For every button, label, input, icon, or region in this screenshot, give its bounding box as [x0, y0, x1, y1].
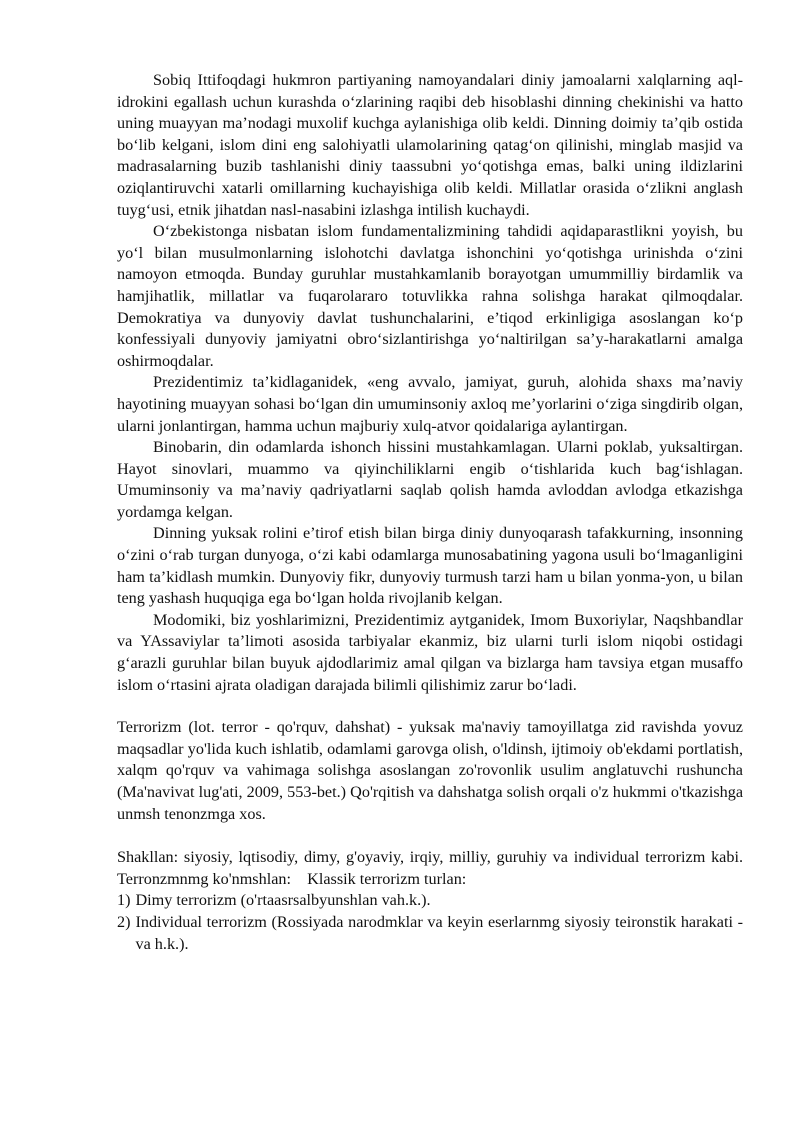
- paragraph: Sobiq Ittifoqdagi hukmron partiyaning namoyandalari diniy jamoalarni xalqlarning aql-idrokini egallash uchun kurashda o‘zlarining raqibi deb hisoblashi dinning chekinishi va hatto uning muayyan ma’nodagi muxolif kuchga aylanishiga olib keldi. Dinning doimiy ta’qib ostida bo‘lib kelgani, islom dini eng salohiyatli ulamolarining qatag‘on qilinishi, minglab masjid va madrasalarning buzib tashlanishi diniy taassubni yo‘qotishga emas, balki uning ildizlarini oziqlantiruvchi xatarli omillarning kuchayishiga olib keldi. Millatlar orasida o‘zlikni anglash tuyg‘usi, etnik jihatdan nasl-nasabini izlashga intilish kuchaydi.: [117, 71, 743, 219]
- list-item: [117, 912, 743, 955]
- spacer: [117, 825, 743, 847]
- paragraph: Prezidentimiz ta’kidlaganidek, «eng avvalo, jamiyat, guruh, alohida shaxs ma’naviy hayotining muayyan sohasi bo‘lgan din umuminsoniy axloq me’yorlarini o‘ziga singdirib olgan, ularni jonlantirgan, hamma uchun majburiy xulq-atvor qoidalariga aylantirgan.: [117, 373, 743, 435]
- list-text: Dimy terrorizm (o'rtaasrsalbyunshlan vah.k.).: [135, 891, 431, 910]
- forms-paragraph: Shakllan: siyosiy, lqtisodiy, dimy, g'oyaviy, irqiy, milliy, guruhiy va individual terrorizm kabi. Terronzmnmg ko'nmshlan: Klassik terrorizm turlan:: [117, 848, 747, 888]
- list-number: 2): [117, 912, 131, 931]
- paragraph: Modomiki, biz yoshlarimizni, Prezidentimiz aytganidek, Imom Buxoriylar, Naqshbandlar va YAssaviylar ta’limoti asosida tarbiyalar ekanmiz, biz ularni turli islom niqobi ostidagi g‘arazli guruhlar bilan buyuk ajdodlarimiz amal qilgan va bizlarga ham tavsiya etgan musaffo islom o‘rtasini ajrata oladigan darajada bilimli qilishimiz zarur bo‘ladi.: [117, 610, 743, 694]
- list-item: [117, 890, 743, 912]
- paragraph: Binobarin, din odamlarda ishonch hissini mustahkamlagan. Ularni poklab, yuksaltirgan. Hayot sinovlari, muammo va qiyinchiliklarni engib o‘tishlarida kuch bag‘ishlagan. Umuminsoniy va ma’naviy qadriyatlarni saqlab qolish hamda avloddan avlodga etkazishga yordamga kelgan.: [117, 438, 743, 521]
- list-text: Individual terrorizm (Rossiyada narodmklar va keyin eserlarnmg siyosiy teironstik harakati -va h.k.).: [135, 912, 743, 953]
- terrorism-section: [117, 717, 748, 955]
- list-number: 1): [117, 891, 131, 910]
- paragraph: O‘zbekistonga nisbatan islom fundamentalizmining tahdidi aqidaparastlikni yoyish, bu yo‘l bilan musulmonlarning islohotchi davlatga ishonchini yo‘qotishga urinishda o‘zini namoyon etmoqda. Bunday guruhlar mustahkamlanib borayotgan umummilliy birdamlik va hamjihatlik, millatlar va fuqarolararo totuvlikka rahna solishga harakat qilmoqdalar. Demokratiya va dunyoviy davlat tushunchalarini, e’tiqod erkinligiga asoslangan ko‘p konfessiyali dunyoviy jamiyatni obro‘sizlantirishga yo‘naltirilgan sa’y-harakatlarni amalga oshirmoqdalar.: [117, 222, 743, 370]
- definition-paragraph: Terrorizm (lot. terror - qo'rquv, dahshat) - yuksak ma'naviy tamoyillatga zid ravishda yovuz maqsadlar yo'lida kuch ishlatib, odamlami garovga olish, o'ldinsh, ijtimoiy ob'ekdami portlatish, xalqm qo'rquv va vahimaga solishga asoslangan zo'rovonlik usulim anglatuvchi rushuncha (Ma'navivat lug'ati, 2009, 553-bet.) Qo'rqitish va dahshatga solish orqali o'z hukmmi o'tkazishga unmsh tenonzmga xos.: [117, 718, 748, 823]
- paragraph: Dinning yuksak rolini e’tirof etish bilan birga diniy dunyoqarash tafakkurning, insonning o‘zini o‘rab turgan dunyoga, o‘zi kabi odamlarga munosabatining yagona usuli bo‘lmaganligini ham ta’kidlash mumkin. Dunyoviy fikr, dunyoviy turmush tarzi ham u bilan yonma-yon, u bilan teng yashash huquqiga ega bo‘lgan holda rivojlanib kelgan.: [117, 524, 743, 608]
- spacer: [117, 696, 743, 717]
- document-page: [117, 70, 748, 955]
